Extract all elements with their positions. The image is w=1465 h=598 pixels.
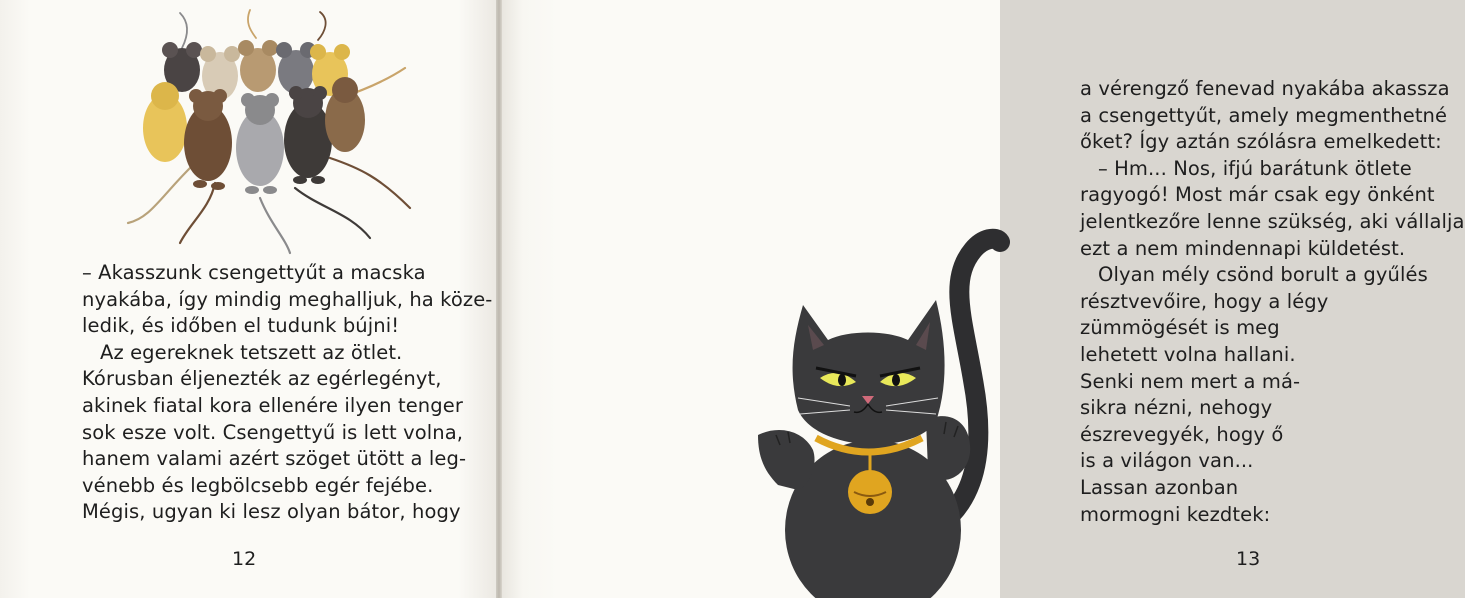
mice-circle-illustration	[120, 8, 420, 258]
text-line: Lassan azonban	[1080, 475, 1239, 499]
text-line: ezt a nem mindennapi küldetést.	[1080, 236, 1406, 260]
text-line: sok esze volt. Csengettyű is lett volna,	[82, 420, 464, 444]
text-line: Senki nem mert a má-	[1080, 369, 1301, 393]
text-line: ragyogó! Most már csak egy önként	[1080, 183, 1435, 207]
text-line: a vérengző fenevad nyakába akassza	[1080, 77, 1450, 100]
text-line: lehetett volna hallani.	[1080, 342, 1296, 366]
text-line: mormogni kezdtek:	[1080, 502, 1271, 526]
page-number-right: 13	[1236, 548, 1261, 570]
text-line: a csengettyűt, amely megmenthetné	[1080, 103, 1448, 127]
text-line: nyakába, így mindig meghalljuk, ha köze-	[82, 287, 493, 311]
text-line: – Hm... Nos, ifjú barátunk ötlete	[1098, 156, 1412, 180]
text-line: hanem valami azért szöget ütött a leg-	[82, 447, 467, 471]
right-page-text	[1080, 76, 1465, 528]
text-line: vénebb és legbölcsebb egér fejébe.	[82, 473, 434, 497]
right-page	[498, 0, 1465, 598]
left-page	[0, 0, 498, 598]
text-line: őket? Így aztán szólásra emelkedett:	[1080, 130, 1442, 154]
text-line: észrevegyék, hogy ő	[1080, 422, 1284, 446]
text-line: Kórusban éljenezték az egérlegényt,	[82, 367, 442, 391]
text-line: jelentkezőre lenne szükség, aki vállalja	[1080, 209, 1465, 233]
page-number-left: 12	[232, 548, 257, 570]
text-line: zümmögését is meg	[1080, 316, 1280, 340]
text-line: Mégis, ugyan ki lesz olyan bátor, hogy	[82, 500, 461, 524]
text-line: akinek fiatal kora ellenére ilyen tenger	[82, 393, 463, 417]
text-line: – Akasszunk csengettyűt a macska	[82, 261, 426, 284]
left-page-text	[82, 260, 493, 526]
text-line: Az egereknek tetszett az ötlet.	[100, 340, 403, 364]
text-line: ledik, és időben el tudunk bújni!	[82, 314, 400, 338]
text-line: résztvevőire, hogy a légy	[1080, 289, 1329, 313]
text-line: sikra nézni, nehogy	[1080, 396, 1273, 420]
text-line: Olyan mély csönd borult a gyűlés	[1098, 263, 1428, 287]
book-gutter	[496, 0, 502, 598]
text-line: is a világon van...	[1080, 449, 1254, 473]
black-cat-illustration	[758, 230, 1000, 598]
